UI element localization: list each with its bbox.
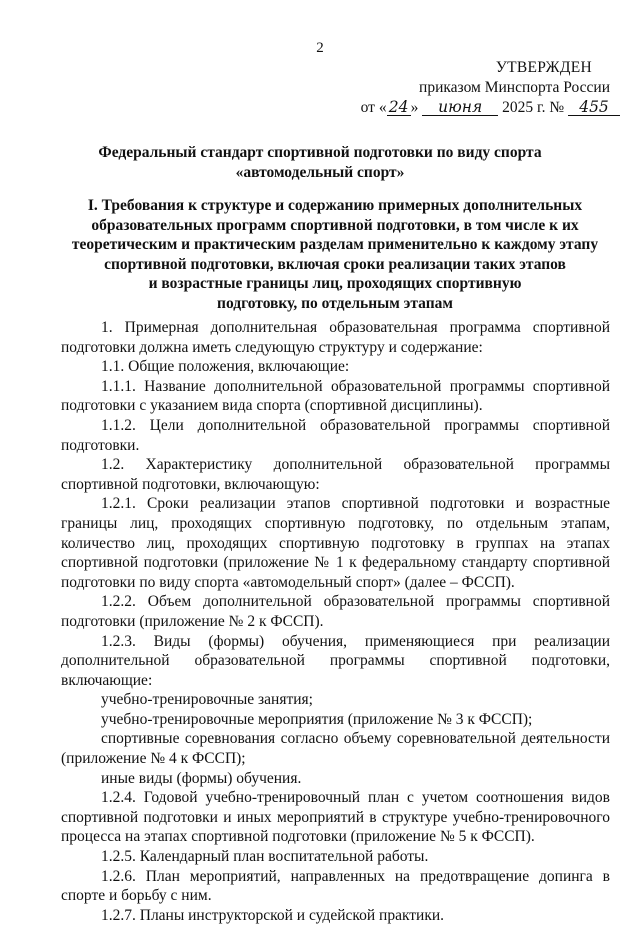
paragraph: 1.1.1. Название дополнительной образовательной программы спортивной подготовки с указанием вида спорта (спортивной дисциплины). <box>61 377 610 415</box>
section-heading <box>60 196 610 313</box>
paragraph: 1.2.2. Объем дополнительной образовательной программы спортивной подготовки (приложение № 2 к ФССП). <box>61 593 610 630</box>
approval-block <box>360 58 620 118</box>
paragraph: 1.1.2. Цели дополнительной образовательной программы спортивной подготовки. <box>61 416 610 454</box>
paragraph: 1.1. Общие положения, включающие: <box>101 358 350 376</box>
body-text <box>61 318 610 925</box>
paragraph: учебно-тренировочные мероприятия (приложение № 3 к ФССП); <box>101 710 533 728</box>
paragraph: 1.2.7. Планы инструкторской и судейской практики. <box>101 906 445 924</box>
handwritten-order-number: 455 <box>568 99 620 116</box>
paragraph: спортивные соревнования согласно объему соревновательной деятельности (приложение № 4 к ФССП); <box>61 730 610 768</box>
section-heading-line: теоретическим и практическим разделам применительно к каждому этапу <box>71 236 599 253</box>
paragraph: иные виды (формы) обучения. <box>101 769 302 787</box>
paragraph: 1.2.6. План мероприятий, направленных на предотвращение допинга в спорте и борьбу с ним. <box>61 867 610 905</box>
section-heading-line: спортивной подготовки, включая сроки реализации таких этапов <box>104 255 566 273</box>
order-issuer: приказом Минспорта России <box>419 79 610 96</box>
document-title <box>60 143 580 183</box>
page-number: 2 <box>316 40 324 56</box>
paragraph: учебно-тренировочные занятия; <box>101 691 313 709</box>
section-heading-line: подготовку, по отдельным этапам <box>217 294 453 312</box>
paragraph: 1. Примерная дополнительная образовательная программа спортивной подготовки должна иметь следующую структуру и содержание: <box>61 319 610 356</box>
paragraph: 1.2.4. Годовой учебно-тренировочный план с учетом соотношения видов спортивной подготовки и иных мероприятий в структуре учебно-тренировочного процесса на этапах спортивной подготовки (приложение № 5 к ФССП). <box>61 789 610 846</box>
document-title-line-2: «автомодельный спорт» <box>235 164 405 181</box>
paragraph: 1.2. Характеристику дополнительной образовательной программы спортивной подготовки, включающую: <box>61 456 610 493</box>
date-prefix: от « <box>360 99 387 116</box>
document-title-line-1: Федеральный стандарт спортивной подготовки по виду спорта <box>98 144 542 161</box>
order-date-line <box>360 98 620 118</box>
paragraph: 1.2.3. Виды (формы) обучения, применяющиеся при реализации дополнительной образовательной программы спортивной подготовки, включающие: <box>61 632 610 689</box>
paragraph: 1.2.1. Сроки реализации этапов спортивной подготовки и возрастные границы лиц, проходящих спортивную подготовку, по отдельным этапам, количество лиц, проходящих спортивную подготовку в группах на этапах спортивной подготовки (приложение № 1 к федеральному стандарту спортивной подготовки по виду спорта «автомодельный спорт» (далее – ФССП). <box>61 495 610 591</box>
paragraph: 1.2.5. Календарный план воспитательной работы. <box>101 848 429 866</box>
handwritten-month: июня <box>422 99 498 116</box>
date-quote-close: » <box>410 99 419 116</box>
handwritten-day: 24 <box>387 99 411 116</box>
approved-heading: УТВЕРЖДЕН <box>495 59 592 76</box>
date-year-label: 2025 г. № <box>502 99 565 116</box>
section-heading-line: и возрастные границы лиц, проходящих спортивную <box>148 275 522 292</box>
section-heading-line: образовательных программ спортивной подготовки, в том числе к их <box>91 216 579 234</box>
section-heading-line: I. Требования к структуре и содержанию примерных дополнительных <box>87 197 583 214</box>
